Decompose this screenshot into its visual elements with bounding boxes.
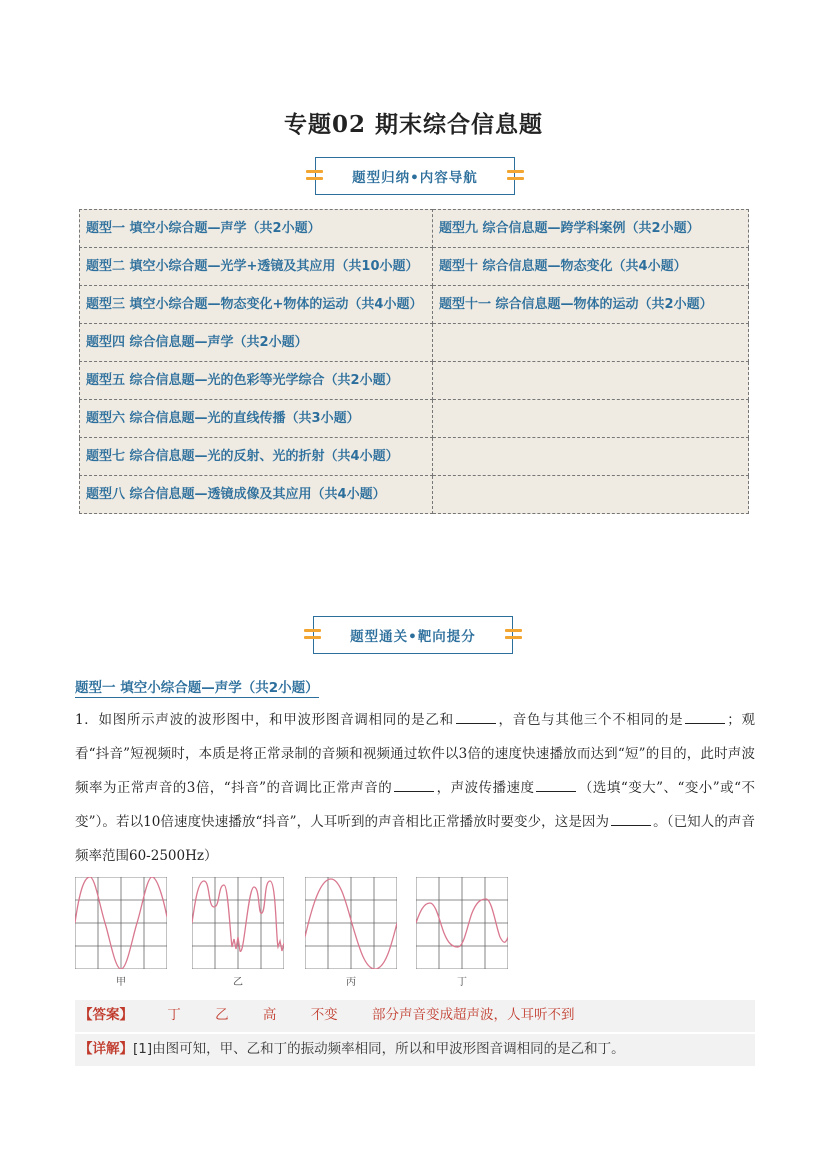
- toc-row: [80, 286, 749, 324]
- toc-row: [80, 476, 749, 514]
- waveform-bing-graph: [305, 877, 397, 969]
- toc-row: [80, 210, 749, 248]
- toc-link[interactable]: 题型八 综合信息题—透镜成像及其应用（共4小题）: [80, 476, 433, 514]
- question-text: ；观看“抖音”短视频时，本质是将正常录制的音频和视频通过软件以3倍的速度快速播放而达到“短”的目的，此时声波频率为正常声音的3倍，“抖音”的音调比正常声音的: [75, 712, 756, 796]
- answer-blank: [394, 777, 434, 792]
- toc-link[interactable]: 题型九 综合信息题—跨学科案例（共2小题）: [433, 210, 749, 248]
- toc-link[interactable]: 题型一 填空小综合题—声学（共2小题）: [80, 210, 433, 248]
- answer-item: 部分声音变成超声波，人耳听不到: [371, 1007, 575, 1023]
- banner-deco-icon: [505, 629, 522, 640]
- wave-label-ding: 丁: [457, 977, 467, 988]
- toc-row: [80, 400, 749, 438]
- toc-table: [79, 209, 749, 514]
- detail-text: [1]由图可知，甲、乙和丁的振动频率相同，所以和甲波形图音调相同的是乙和丁。: [133, 1041, 625, 1057]
- toc-link[interactable]: 题型七 综合信息题—光的反射、光的折射（共4小题）: [80, 438, 433, 476]
- banner-deco-icon: [306, 170, 323, 181]
- wave-label-jia: 甲: [116, 977, 126, 988]
- answer-blank: [611, 811, 651, 826]
- answer-item: 高: [262, 1007, 277, 1023]
- banner-deco-icon: [304, 629, 321, 640]
- waveform-yi: [192, 877, 284, 969]
- toc-empty-cell: [433, 324, 749, 362]
- practice-banner-label: 题型通关•靶向提分: [350, 629, 476, 645]
- answer-blank: [456, 709, 496, 724]
- answer-blank: [685, 709, 725, 724]
- waveform-jia: [75, 877, 167, 969]
- toc-link[interactable]: 题型六 综合信息题—光的直线传播（共3小题）: [80, 400, 433, 438]
- question-1: [75, 703, 755, 873]
- answer-box: [75, 1000, 755, 1032]
- toc-empty-cell: [433, 476, 749, 514]
- practice-banner: [313, 616, 513, 654]
- waveform-ding: [416, 877, 508, 969]
- page-title: 专题02 期末综合信息题: [283, 111, 543, 138]
- detail-tag: 【详解】: [79, 1041, 133, 1057]
- toc-link[interactable]: 题型十一 综合信息题—物体的运动（共2小题）: [433, 286, 749, 324]
- answer-item: 乙: [215, 1007, 229, 1023]
- nav-banner: [315, 157, 515, 195]
- toc-row: [80, 438, 749, 476]
- toc-empty-cell: [433, 362, 749, 400]
- toc-link[interactable]: 题型二 填空小综合题—光学+透镜及其应用（共10小题）: [80, 248, 433, 286]
- wave-label-bing: 丙: [346, 977, 356, 988]
- question-text: （选填“变大”、“变小”或“不变”）。若以10倍速度快速播放“抖音”，人耳听到的声音相比正常播放时要变少，这是因为: [75, 780, 755, 830]
- waveform-bing: [305, 877, 397, 969]
- question-text: ，音色与其他三个不相同的是: [497, 712, 684, 728]
- waveform-jia-graph: [75, 877, 167, 969]
- toc-row: [80, 362, 749, 400]
- question-text: ，声波传播速度: [436, 780, 535, 796]
- toc-row: [80, 324, 749, 362]
- answer-item: 不变: [310, 1007, 338, 1023]
- toc-row: [80, 248, 749, 286]
- toc-link[interactable]: 题型三 填空小综合题—物态变化+物体的运动（共4小题）: [80, 286, 433, 324]
- answer-tag: 【答案】: [79, 1007, 133, 1023]
- section-heading[interactable]: 题型一 填空小综合题—声学（共2小题）: [75, 676, 319, 698]
- question-text: 。（已知人的声音频率范围60-2500Hz）: [75, 814, 755, 864]
- detail-box: [75, 1034, 755, 1066]
- nav-banner-label: 题型归纳•内容导航: [352, 170, 478, 186]
- toc-empty-cell: [433, 400, 749, 438]
- banner-deco-icon: [507, 170, 524, 181]
- waveform-yi-graph: [192, 877, 284, 969]
- wave-label-yi: 乙: [233, 977, 243, 988]
- answer-blank: [536, 777, 576, 792]
- waveform-ding-graph: [416, 877, 508, 969]
- toc-empty-cell: [433, 438, 749, 476]
- toc-link[interactable]: 题型十 综合信息题—物态变化（共4小题）: [433, 248, 749, 286]
- question-text: 1．如图所示声波的波形图中，和甲波形图音调相同的是乙和: [75, 712, 454, 728]
- toc-link[interactable]: 题型五 综合信息题—光的色彩等光学综合（共2小题）: [80, 362, 433, 400]
- answer-item: 丁: [167, 1007, 181, 1023]
- toc-link[interactable]: 题型四 综合信息题—声学（共2小题）: [80, 324, 433, 362]
